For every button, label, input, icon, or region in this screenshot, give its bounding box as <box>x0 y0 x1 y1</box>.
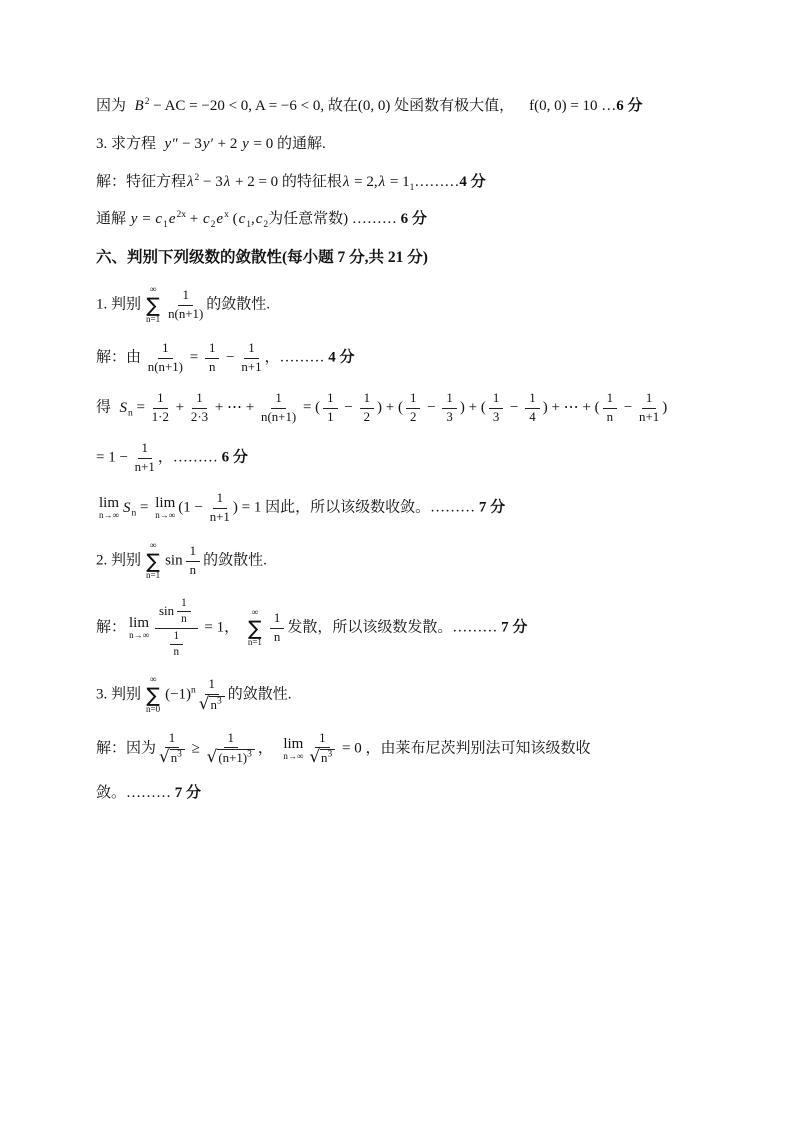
fraction-denominator <box>148 359 183 375</box>
sum-upper-limit: ∞ <box>149 674 157 685</box>
math-text: 1 <box>327 409 334 424</box>
fraction-numerator <box>271 391 285 408</box>
math-text: + 2 = 0 的特征根 <box>231 173 342 190</box>
fraction <box>148 341 183 375</box>
line-series1-decompose <box>96 341 706 375</box>
line-series1-partial-sum-result <box>96 441 706 475</box>
math-text: 1 <box>141 441 148 456</box>
math-text: 3 <box>446 409 453 424</box>
fraction-denominator <box>167 629 187 660</box>
radicand <box>217 749 255 766</box>
math-text: ，……… <box>157 449 222 466</box>
fraction-numerator <box>525 391 539 408</box>
math-text: 1 <box>446 391 453 406</box>
fraction-denominator <box>241 359 261 375</box>
math-text: = <box>185 349 202 366</box>
fraction-numerator <box>205 677 219 694</box>
math-text: n+1 <box>639 409 660 424</box>
fraction-denominator <box>135 459 155 475</box>
math-text: = 1 <box>386 173 410 190</box>
math-text: − AC = −20 < 0, A = −6 < 0, 故在(0, 0) 处函数有极大值， f(0, 0) = 10 … <box>149 98 617 114</box>
fraction <box>205 341 219 375</box>
math-text: sin <box>159 603 175 618</box>
math-variable: y <box>164 135 172 152</box>
lim-word: lim <box>155 494 176 511</box>
fraction-denominator <box>261 409 296 425</box>
math-text: 1 <box>173 629 180 642</box>
math-text: 解：由 <box>96 349 145 366</box>
math-text: ( <box>228 211 238 228</box>
fraction-denominator <box>327 409 333 425</box>
math-text: 1 <box>168 730 176 745</box>
heading-section-six <box>96 247 706 269</box>
superscript: 3 <box>327 750 333 761</box>
fraction-denominator <box>191 409 208 425</box>
math-text: + <box>171 399 188 416</box>
math-text: ， <box>257 740 281 757</box>
math-text: 2·3 <box>190 409 209 424</box>
math-text: 的敛散性. <box>203 552 267 569</box>
math-text: 1 <box>196 391 203 406</box>
math-text: = 1， <box>200 619 243 636</box>
math-text: 1 <box>227 730 234 745</box>
math-text: n+1 <box>241 359 262 374</box>
limit <box>283 736 303 762</box>
superscript: 2 <box>144 97 150 107</box>
math-text: n <box>273 629 281 644</box>
sigma-symbol: ∑ <box>146 293 160 318</box>
line-series2-problem <box>96 541 706 581</box>
fraction <box>270 611 284 645</box>
math-text: ) = 1 因此，所以该级数收敛。……… <box>232 499 479 516</box>
line-series3-solution <box>96 731 706 767</box>
math-text: 1 <box>273 611 281 626</box>
fraction-denominator <box>159 748 185 766</box>
math-text: , <box>250 211 255 228</box>
math-text: n <box>173 645 180 658</box>
fraction <box>159 731 185 767</box>
math-text: 2 <box>363 409 371 424</box>
score-mark: 7 分 <box>478 499 506 516</box>
math-variable: S <box>119 399 128 416</box>
math-variable: λ <box>223 173 231 190</box>
math-text: n(n+1) <box>147 359 183 374</box>
math-text: 敛。……… <box>96 784 175 801</box>
math-text: = 1 − <box>96 449 132 466</box>
fraction <box>442 391 456 425</box>
fraction-denominator <box>410 409 416 425</box>
math-text: ) + ⋯ + ( <box>542 399 600 416</box>
fraction-numerator <box>406 391 420 408</box>
fraction-denominator <box>607 409 613 425</box>
score-mark: 6 分 <box>400 211 427 228</box>
math-variable: e <box>168 211 176 228</box>
summation <box>146 541 160 581</box>
math-text: 因为 <box>96 98 134 114</box>
fraction-denominator <box>181 612 187 626</box>
math-variable: y <box>130 211 138 228</box>
lim-word: lim <box>129 614 150 631</box>
superscript: 3 <box>247 750 252 761</box>
fraction-denominator <box>168 306 203 322</box>
math-text: 1 <box>319 730 326 745</box>
fraction-denominator <box>209 359 215 375</box>
math-text: 1 <box>248 341 255 356</box>
math-text: 为任意常数) ……… <box>268 211 401 228</box>
fraction <box>135 441 155 475</box>
math-text: 的敛散性. <box>206 296 271 313</box>
math-text: 1 <box>645 391 653 406</box>
sum-lower-limit: n=1 <box>146 570 161 581</box>
math-text: 2 <box>410 409 417 424</box>
fraction-denominator <box>210 509 230 525</box>
fraction-numerator <box>442 391 456 408</box>
subscript: 1 <box>163 220 168 231</box>
score-mark: 4 分 <box>328 349 355 366</box>
fraction <box>177 597 191 627</box>
fraction-denominator <box>493 409 499 425</box>
math-text: n <box>181 613 187 626</box>
fraction-denominator <box>207 748 255 766</box>
math-text: 1 <box>189 544 197 559</box>
fraction <box>199 677 225 713</box>
sigma-symbol: ∑ <box>146 549 160 574</box>
fraction-numerator <box>138 441 152 458</box>
subscript: n <box>128 408 133 419</box>
math-text: ′ + 2 <box>210 135 242 152</box>
fraction-numerator <box>603 391 617 408</box>
limit-subscript: n→∞ <box>99 510 119 521</box>
math-text: n <box>210 697 217 712</box>
fraction <box>406 391 420 425</box>
fraction-numerator <box>178 288 192 305</box>
math-text: n+1 <box>134 459 155 474</box>
math-text: ……… <box>414 173 460 190</box>
math-text: 1 <box>529 391 536 406</box>
math-text: 1 <box>410 391 417 406</box>
math-text: ) <box>662 399 668 416</box>
math-text: = 0 的通解. <box>249 135 326 152</box>
fraction-denominator <box>274 629 280 645</box>
math-text: 1 <box>208 341 216 356</box>
math-variable: e <box>216 211 224 228</box>
fraction-numerator <box>270 611 284 628</box>
fraction <box>168 288 203 322</box>
math-text: 1 <box>606 391 614 406</box>
fraction <box>261 391 296 425</box>
line-series1-limit <box>96 491 706 525</box>
line-ode-general-solution <box>96 209 706 231</box>
fraction-numerator <box>158 341 172 358</box>
subscript: n <box>131 508 137 519</box>
math-text: = 0 ，由莱布尼茨判别法可知该级数收 <box>338 740 591 757</box>
score-mark: 7 分 <box>174 784 202 801</box>
math-text: 1. 判别 <box>96 296 142 313</box>
sigma-symbol: ∑ <box>248 616 262 641</box>
math-text: 的敛散性. <box>227 686 292 703</box>
math-text: (−1) <box>165 686 192 703</box>
fraction-numerator <box>642 391 656 408</box>
fraction-numerator <box>360 391 374 408</box>
line-series1-partial-sum <box>96 391 706 425</box>
fraction-numerator <box>155 597 198 629</box>
fraction <box>170 630 184 660</box>
math-variable: c <box>202 211 210 228</box>
fraction <box>360 391 374 425</box>
fraction-denominator <box>198 692 225 713</box>
fraction-denominator <box>190 562 196 578</box>
fraction <box>309 731 335 767</box>
square-root <box>198 692 225 713</box>
math-text: 1·2 <box>151 409 169 424</box>
math-text: − <box>340 399 357 416</box>
fraction <box>155 597 198 659</box>
fraction-numerator <box>244 341 258 358</box>
math-text: + ⋯ + <box>211 399 258 416</box>
line-series2-solution <box>96 597 706 659</box>
score-mark: 4 分 <box>459 173 486 190</box>
sum-upper-limit: ∞ <box>149 540 157 551</box>
fraction-numerator <box>153 391 167 408</box>
math-text: 发散，所以该级数发散。……… <box>287 619 502 636</box>
math-text: 2. 判别 <box>96 552 142 569</box>
math-text: − 3 <box>199 173 223 190</box>
score-mark: 六、判别下列级数的敛散性(每小题 7 分,共 21 分) <box>96 249 428 266</box>
limit <box>99 495 119 521</box>
summation <box>248 608 262 648</box>
fraction <box>207 731 255 767</box>
math-variable: c <box>155 211 163 228</box>
fraction-numerator <box>170 630 184 645</box>
fraction-denominator <box>152 409 169 425</box>
radicand <box>170 749 185 766</box>
line-series3-conclusion <box>96 783 706 805</box>
superscript: 3 <box>216 696 222 707</box>
math-text: 通解 <box>96 211 130 228</box>
math-text: 1 <box>363 391 371 406</box>
math-text: ≥ <box>187 740 204 757</box>
math-variable: y <box>242 135 249 152</box>
math-text: n+1 <box>209 509 230 524</box>
fraction-numerator <box>224 731 238 748</box>
math-variable: c <box>255 211 263 228</box>
fraction <box>186 544 200 578</box>
score-mark: 6 分 <box>221 449 248 466</box>
limit-subscript: n→∞ <box>155 510 176 521</box>
math-text: n <box>170 751 178 766</box>
radical-sign: √ <box>198 692 210 713</box>
square-root <box>309 746 335 767</box>
fraction-denominator <box>446 409 452 425</box>
math-text: = <box>132 399 149 416</box>
math-variable: λ <box>342 173 350 190</box>
math-text: n(n+1) <box>261 409 297 424</box>
superscript: 3 <box>177 750 182 761</box>
math-text: = 2, <box>350 173 378 190</box>
math-text: ″ − 3 <box>172 135 202 152</box>
square-root <box>206 746 255 767</box>
math-text: − <box>222 349 239 366</box>
fraction <box>323 391 337 425</box>
square-root <box>159 746 185 767</box>
math-text: 3. 求方程 <box>96 135 164 152</box>
radical-sign: √ <box>309 746 321 767</box>
math-text: 1 <box>492 391 500 406</box>
superscript: x <box>224 210 229 221</box>
math-text: 1 <box>208 677 215 692</box>
math-text: 3 <box>492 409 500 424</box>
fraction <box>603 391 617 425</box>
math-text: 1 <box>162 341 169 356</box>
lim-word: lim <box>283 735 304 752</box>
math-text: 1 <box>275 391 282 406</box>
fraction-denominator <box>364 409 370 425</box>
math-text: ) + ( <box>377 399 403 416</box>
math-text: = <box>138 211 155 228</box>
math-variable: S <box>123 499 131 516</box>
fraction <box>639 391 659 425</box>
math-text: 1 <box>157 391 164 406</box>
math-text: n <box>189 562 197 577</box>
math-text: (n+1) <box>218 751 248 766</box>
math-text: 3. 判别 <box>96 686 142 703</box>
superscript: n <box>191 685 196 696</box>
limit-subscript: n→∞ <box>129 630 149 641</box>
math-text: 解：特征方程 <box>96 173 187 190</box>
sum-lower-limit: n=0 <box>146 704 161 715</box>
fraction <box>525 391 539 425</box>
line-extremum-conclusion <box>96 96 706 118</box>
fraction <box>241 341 261 375</box>
fraction-numerator <box>489 391 503 408</box>
line-series1-problem <box>96 285 706 325</box>
subscript: 2 <box>210 220 216 231</box>
fraction-numerator <box>192 391 206 408</box>
fraction-numerator <box>213 491 227 508</box>
math-text: 1 <box>181 596 187 609</box>
summation <box>146 675 160 715</box>
score-mark: 7 分 <box>501 619 528 636</box>
fraction-denominator <box>174 645 180 659</box>
summation <box>146 285 160 325</box>
math-text: = ( <box>299 399 321 416</box>
radical-sign: √ <box>159 746 170 767</box>
math-text: − <box>423 399 440 416</box>
sigma-symbol: ∑ <box>146 683 160 708</box>
math-variable: λ <box>378 173 386 190</box>
sum-lower-limit: n=1 <box>247 637 262 648</box>
math-text: 1 <box>216 491 224 506</box>
fraction <box>191 391 208 425</box>
fraction <box>489 391 503 425</box>
math-text: + <box>186 211 202 228</box>
subscript: 1 <box>246 220 251 231</box>
math-variable: y <box>202 135 210 152</box>
fraction <box>152 391 169 425</box>
math-text: ) + ( <box>459 399 486 416</box>
math-text: sin <box>165 552 183 569</box>
radicand <box>320 749 335 766</box>
fraction-denominator <box>529 409 535 425</box>
superscript: 2x <box>176 210 186 221</box>
math-variable: B <box>134 98 144 114</box>
math-variable: c <box>238 211 246 228</box>
document-content <box>96 96 706 805</box>
math-text: ，……… <box>264 349 329 366</box>
fraction-denominator <box>639 409 659 425</box>
limit-subscript: n→∞ <box>283 751 304 762</box>
fraction <box>210 491 230 525</box>
math-text: n <box>321 751 328 766</box>
line-series3-problem <box>96 675 706 715</box>
score-mark: 6 分 <box>616 98 643 114</box>
math-text: n <box>606 409 614 424</box>
sum-upper-limit: ∞ <box>251 607 259 618</box>
limit <box>155 495 175 521</box>
math-text: n(n+1) <box>168 306 204 321</box>
subscript: 2 <box>263 220 269 231</box>
radicand <box>209 696 224 713</box>
math-text: 得 <box>96 399 119 416</box>
math-text: 1 <box>182 288 189 303</box>
math-text: − <box>506 399 523 416</box>
fraction-numerator <box>205 341 219 358</box>
fraction-denominator <box>309 748 335 766</box>
math-text: 1 <box>327 391 334 406</box>
sum-lower-limit: n=1 <box>146 314 161 325</box>
math-text: 解：因为 <box>96 740 157 757</box>
limit <box>129 615 149 641</box>
line-ode-characteristic <box>96 172 706 194</box>
math-text: 解： <box>96 619 127 636</box>
math-text: = <box>136 499 153 516</box>
math-text: n <box>208 359 216 374</box>
fraction-numerator <box>177 597 191 612</box>
line-problem3-ode <box>96 134 706 156</box>
sum-upper-limit: ∞ <box>149 284 157 295</box>
subscript: 1 <box>409 182 415 193</box>
fraction-numerator <box>186 544 200 561</box>
radical-sign: √ <box>206 746 218 767</box>
superscript: 2 <box>194 172 200 183</box>
math-variable: λ <box>187 173 194 190</box>
fraction-numerator <box>323 391 337 408</box>
math-text: 4 <box>529 409 536 424</box>
math-text: − <box>620 399 637 416</box>
lim-word: lim <box>99 494 120 511</box>
math-text: (1 − <box>178 499 207 516</box>
